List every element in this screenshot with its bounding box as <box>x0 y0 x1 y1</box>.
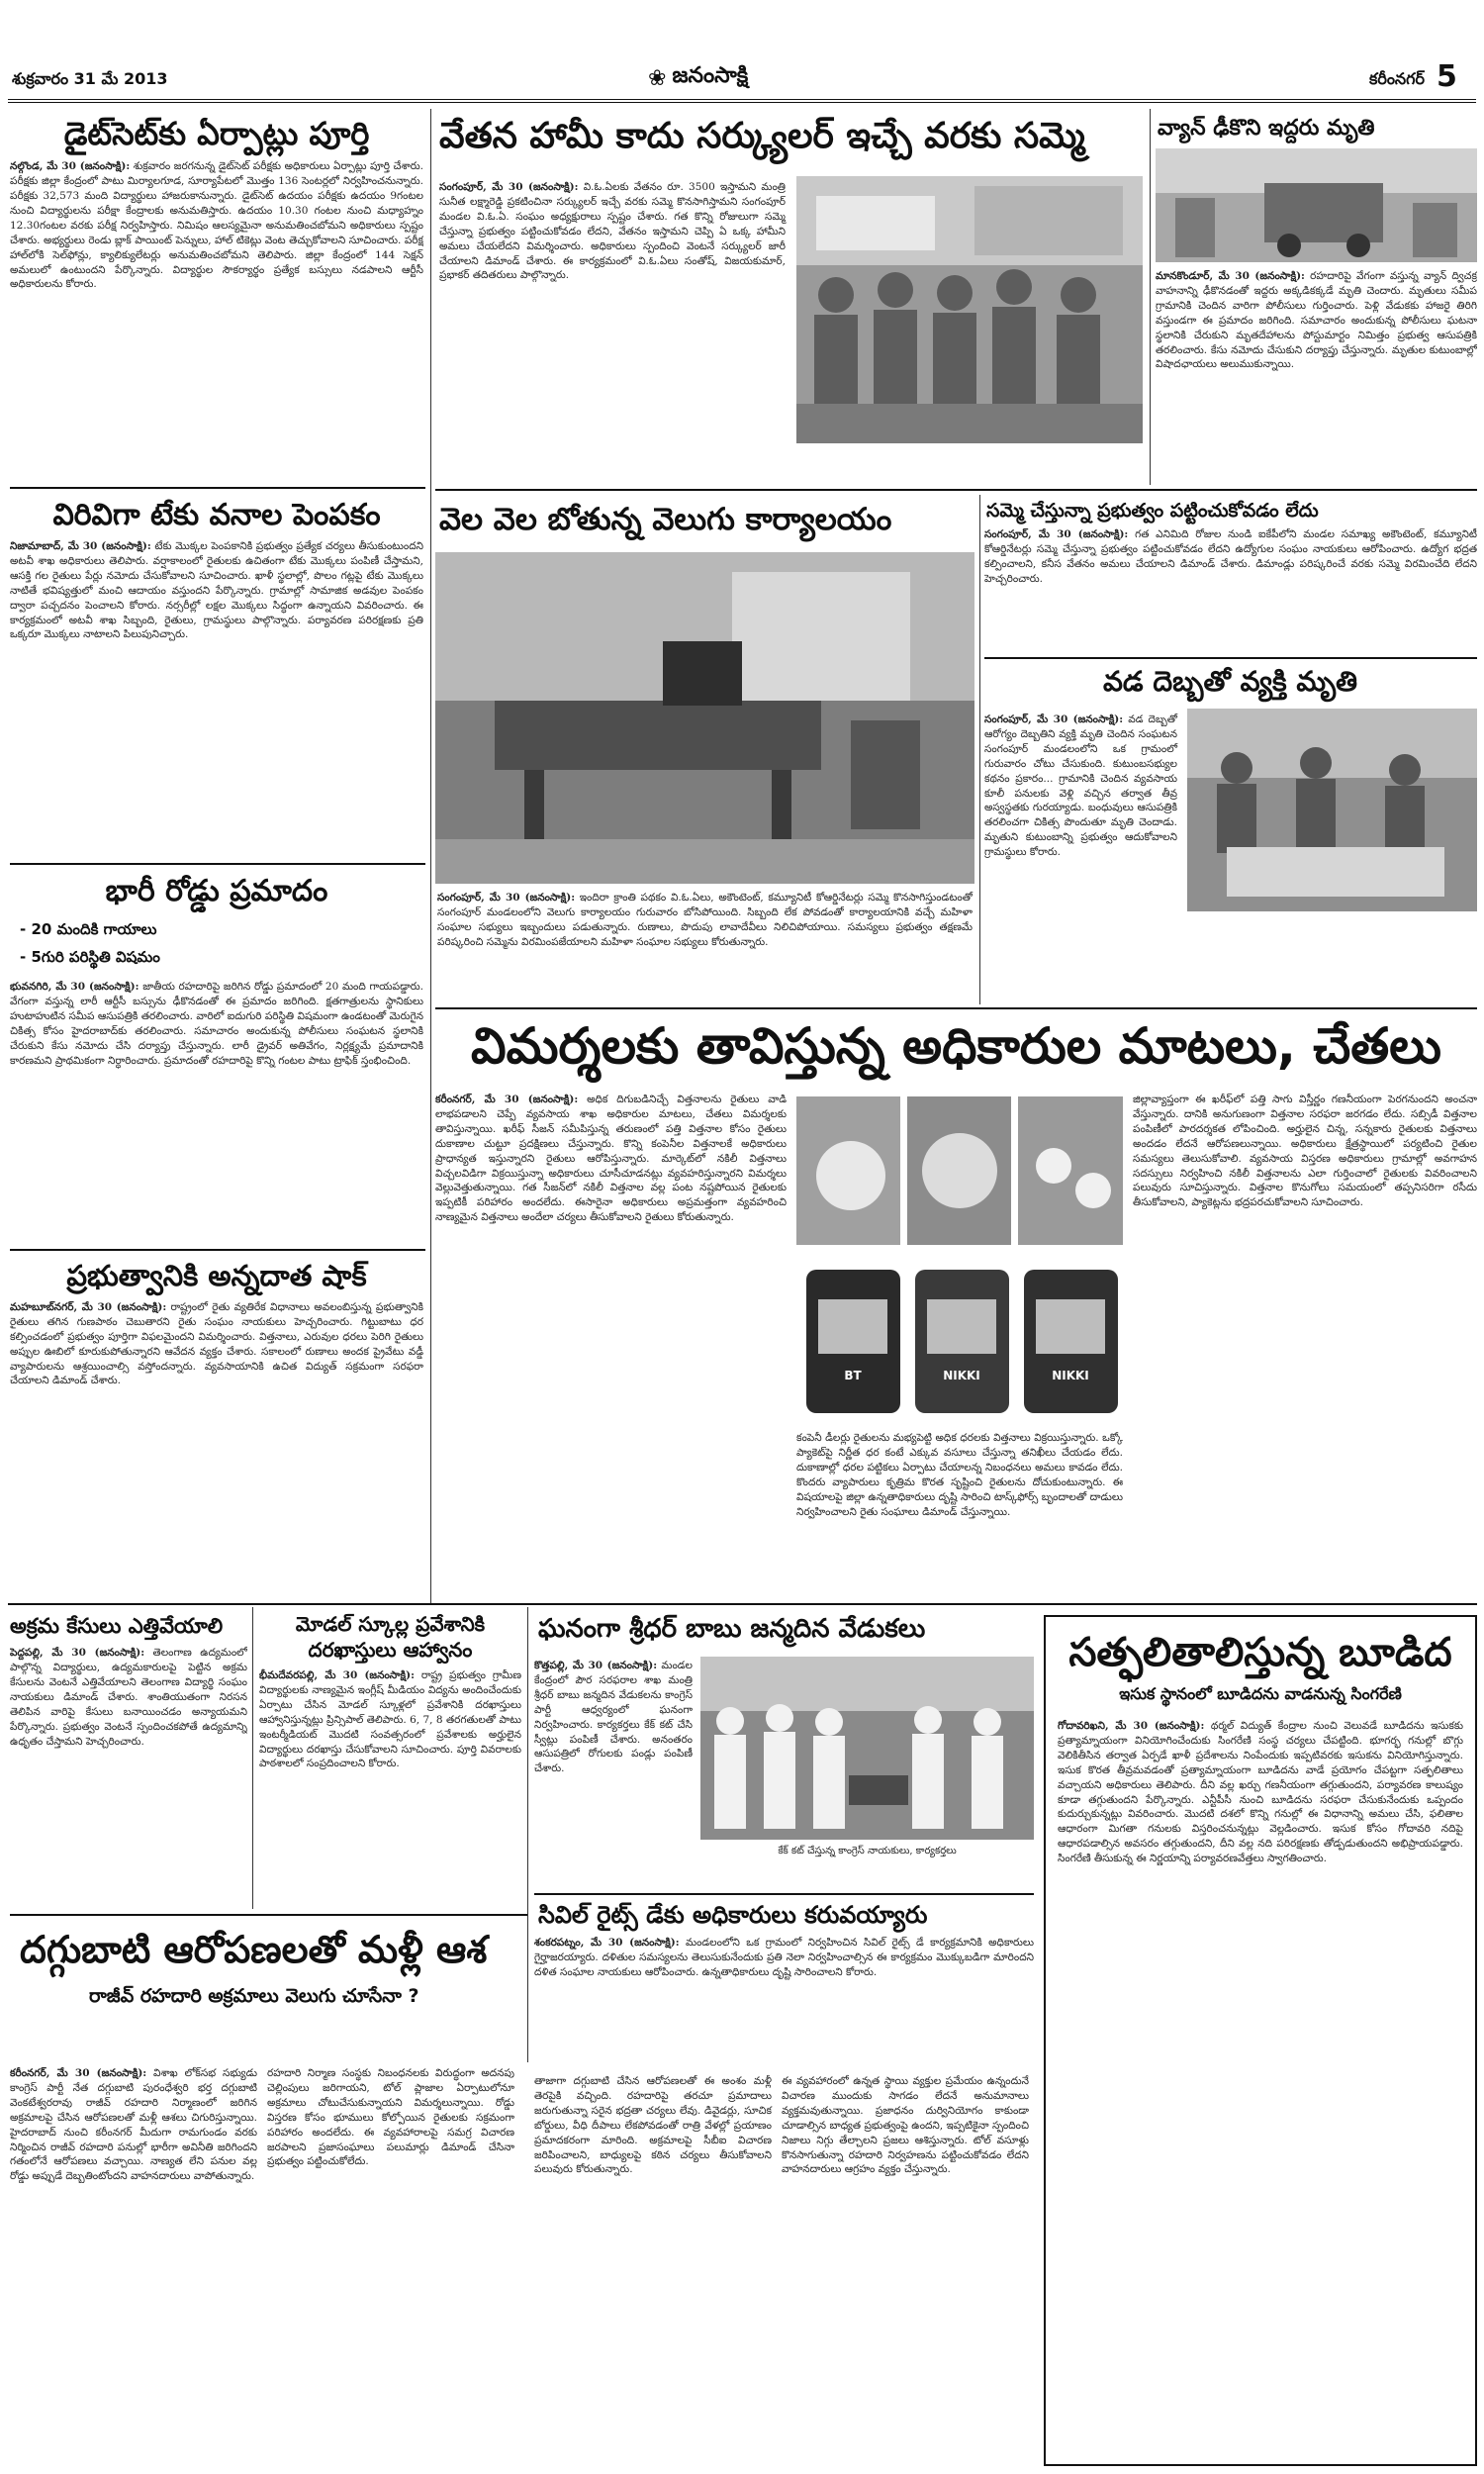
headline: సత్ఫలితాలిస్తున్న బూడిద <box>1068 1630 1452 1675</box>
photo-caption: కేక్ కట్ చేస్తున్న కాంగ్రెస్ నాయకులు, కార్యకర్తలు <box>778 1846 957 1856</box>
body: విశాఖ లోక్‌సభ సభ్యుడు కాంగ్రెస్ పార్టీ నేత దగ్గుబాటి పురంధేశ్వరి భర్త దగ్గుబాటి వెంకటేశ్వరరావు రాజీవ్ రహదారి నిర్మాణంలో జరిగిన అక్రమాలపై చేసిన ఆరోపణలతో మళ్లీ ఆశలు చిగురిస్తున్నాయి. హైదరాబాద్ నుంచి కరీంనగర్ మీదుగా రామగుండం వరకు నిర్మించిన రాజీవ్ రహదారి పనుల్లో భారీగా అవినీతి జరిగిందని గతంలోనే ఆరోపణలు వచ్చాయి. నాణ్యత లేని పనుల వల్ల రోడ్డు అప్పుడే దెబ్బతింటోందని వాహనదారులు వాపోతున్నారు. <box>10 2067 257 2183</box>
headline: దగ్గుబాటి ఆరోపణలతో మళ్లీ ఆశ <box>20 1928 488 1971</box>
body: రాష్ట్రంలో రైతు వ్యతిరేక విధానాలు అవలంబిస్తున్న ప్రభుత్వానికి రైతులు తగిన గుణపాఠం చెబుతారని రైతు సంఘం నాయకులు హెచ్చరించారు. గిట్టుబాటు ధర కల్పించడంలో ప్రభుత్వం పూర్తిగా విఫలమైందని విమర్శించారు. విత్తనాలు, ఎరువుల ధరలు పెరిగి రైతులు అప్పుల ఊబిలో కూరుకుపోతున్నారని ఆవేదన వ్యక్తం చేశారు. సకాలంలో రుణాలు అందక ప్రైవేటు వడ్డీ వ్యాపారులను ఆశ్రయించాల్సి వస్తోందన్నారు. వ్యవసాయానికి ఉచిత విద్యుత్ సక్రమంగా సరఫరా చేయాలని డిమాండ్ చేశారు. <box>10 1300 423 1387</box>
cotton-seed-photo <box>796 1096 1123 1423</box>
office-empty-article <box>435 495 974 1004</box>
salary-strike-article <box>435 111 1148 487</box>
headline: ప్రభుత్వానికి అన్నదాత షాక్ <box>66 1259 367 1292</box>
van-crash-photo <box>1156 148 1477 262</box>
headline: సమ్మె చేస్తున్నా ప్రభుత్వం పట్టించుకోవడం లేదు <box>986 500 1319 522</box>
dateline: సంగంపూర్, మే 30 (జనంసాక్షి): <box>984 527 1129 540</box>
body: శుక్రవారం జరగనున్న డైట్‌సెట్ పరీక్షకు అధికారులు ఏర్పాట్లు పూర్తి చేశారు. పరీక్షకు జిల్లా కేంద్రంలో పాటు మిర్యాలగూడ, సూర్యాపేటలో మొత్తం 136 సెంటర్లలో నిర్వహించనున్నారు. పరీక్షకు 32,573 మంది విద్యార్థులు హాజరుకానున్నారు. డైట్‌సెట్ ఉదయం పరీక్షకు ఉదయం 9గంటల నుంచి విద్యార్థులను పరీక్షా కేంద్రాలకు అనుమతిస్తారు. ఉదయం 10.30 గంటల నుంచి మధ్యాహ్నం 12.30గంటల వరకు పరీక్ష నిర్వహిస్తారు. నిమిషం ఆలస్యమైనా అనుమతించబోమని అధికారులు స్పష్టం చేశారు. అభ్యర్థులు రెండు బ్లాక్ పాయింట్ పెన్నులు, హాల్ టికెట్లు వెంట తెచ్చుకోవాలని సూచించారు. పరీక్ష హాల్‌లోకి సెల్‌ఫోన్లు, క్యాలిక్యులేటర్లు అనుమతించబోమని తెలిపారు. జిల్లా కేంద్రంలో 144 సెక్షన్ అమలులో ఉంటుందని పేర్కొన్నారు. విద్యార్థుల సౌకర్యార్థం ప్రత్యేక బస్సులు నడపాలని ఆర్టీసీ అధికారులను కోరారు. <box>10 160 423 291</box>
headline: వెల వెల బోతున్న వెలుగు కార్యాలయం <box>439 502 892 537</box>
body: వి.ఓ.ఏలకు వేతనం రూ. 3500 ఇస్తామని మంత్రి సునీత లక్ష్మారెడ్డి ప్రకటించినా సర్క్యులర్ ఇచ్చే వరకు సమ్మె కొనసాగిస్తామని సంగంపూర్ మండల వి.ఓ.ఏ. సంఘం అధ్యక్షురాలు స్పష్టం చేశారు. గత కొన్ని రోజులుగా సమ్మె చేస్తున్నా ప్రభుత్వం పట్టించుకోవడం లేదని, వేతనం ఇస్తామని చెప్పి ఏ ఒక్క హామీని అమలు చేయలేదని విమర్శించారు. అధికారులు స్పందించి వెంటనే సర్క్యులర్ జారీ చేయాలని డిమాండ్ చేశారు. ఈ కార్యక్రమంలో వి.ఓ.ఏలు సంతోష్, విజయకుమార్, ప్రభాకర్ తదితరులు పాల్గొన్నారు. <box>439 181 787 282</box>
body: తెలంగాణ ఉద్యమంలో పాల్గొన్న విద్యార్థులు, ఉద్యమకారులపై పెట్టిన అక్రమ కేసులను వెంటనే ఎత్తివేయాలని తెలంగాణ విద్యార్థి సంఘం నాయకులు డిమాండ్ చేశారు. శాంతియుతంగా నిరసన తెలిపిన వారిపై కేసులు బనాయించడం అన్యాయమని పేర్కొన్నారు. ప్రభుత్వం వెంటనే స్పందించకపోతే ఉద్యమాన్ని ఉధృతం చేస్తామని హెచ్చరించారు. <box>10 1647 247 1748</box>
product-label-nikki-2: NIKKI <box>1052 1369 1089 1382</box>
body: జిల్లావ్యాప్తంగా ఈ ఖరీఫ్‌లో పత్తి సాగు విస్తీర్ణం గణనీయంగా పెరగనుందని అంచనా వేస్తున్నారు. దానికి అనుగుణంగా విత్తనాల సరఫరా జరగడం లేదు. సబ్సిడీ విత్తనాల పంపిణీలో పారదర్శకత లోపించింది. అర్హులైన చిన్న, సన్నకారు రైతులకు విత్తనాలు అందడం లేదనే ఆరోపణలున్నాయి. అధికారులు క్షేత్రస్థాయిలో పర్యటించి రైతుల సమస్యలు తెలుసుకోవాలి. వ్యవసాయ విస్తరణ అధికారులు గ్రామాల్లో అవగాహన సదస్సులు నిర్వహించి నకిలీ విత్తనాలను ఎలా గుర్తించాలో రైతులకు వివరించాలని పలువురు సూచిస్తున్నారు. విత్తనాల కొనుగోలు సమయంలో తప్పనిసరిగా రసీదు తీసుకోవాలని, ప్యాకెట్లను భద్రపరచుకోవాలని సూచించారు. <box>1133 1094 1477 1209</box>
product-label-bt: BT <box>844 1369 862 1382</box>
officials-article <box>435 1011 1477 1600</box>
strike-photo <box>796 176 1143 443</box>
body: థర్మల్ విద్యుత్ కేంద్రాల నుంచి వెలువడే బూడిదను ఇసుకకు ప్రత్యామ్నాయంగా వినియోగించేందుకు సింగరేణి సంస్థ చర్యలు చేపట్టింది. భూగర్భ గనుల్లో బొగ్గు వెలికితీసిన తర్వాత ఏర్పడే ఖాళీ ప్రదేశాలను నింపేందుకు ఇప్పటివరకు ఇసుకను వినియోగిస్తున్నారు. ఇసుక కొరత తీవ్రమవడంతో ప్రత్యామ్నాయంగా బూడిదను వాడే ప్రయోగం చేపట్టగా సత్ఫలితాలు వచ్చాయని అధికారులు తెలిపారు. దీని వల్ల ఖర్చు గణనీయంగా తగ్గుతుందని, పర్యావరణ కాలుష్యం కూడా తగ్గుతుందని పేర్కొన్నారు. ఎన్టీపీసీ నుంచి బూడిదను సరఫరా చేసుకునేందుకు ఒప్పందం కుదుర్చుకున్నట్లు వివరించారు. మొదటి దశలో కొన్ని గనుల్లో ఈ విధానాన్ని అమలు చేసి, ఫలితాల ఆధారంగా మిగతా గనులకు విస్తరించనున్నట్లు వెల్లడించారు. ఇసుక కోసం గోదావరి నదిపై ఆధారపడాల్సిన అవసరం తగ్గుతుందని, దీని వల్ల నది పరిరక్షణకు తోడ్పడుతుందని అభిప్రాయపడ్డారు. సింగరేణి తీసుకున్న ఈ నిర్ణయాన్ని పర్యావరణవేత్తలు స్వాగతించారు. <box>1058 1720 1463 1865</box>
body: టేకు మొక్కల పెంపకానికి ప్రభుత్వం ప్రత్యేక చర్యలు తీసుకుంటుందని అటవీ శాఖ అధికారులు తెలిపారు. వర్షాకాలంలో రైతులకు ఉచితంగా టేకు మొక్కలు పంపిణీ చేస్తామని, ఆసక్తి గల రైతులు పేర్లు నమోదు చేసుకోవాలని సూచించారు. ఖాళీ స్థలాల్లో, పొలం గట్లపై టేకు మొక్కలు నాటితే భవిష్యత్తులో మంచి ఆదాయం వస్తుందని పేర్కొన్నారు. గ్రామాల్లో సామాజిక అడవుల పెంపకం ద్వారా పచ్చదనం పెంచాలని కోరారు. నర్సరీల్లో లక్షల మొక్కలు సిద్ధంగా ఉన్నాయని వివరించారు. ఈ కార్యక్రమంలో అటవీ శాఖ సిబ్బంది, రైతులు, గ్రామస్థులు పాల్గొన్నారు. పర్యావరణ పరిరక్షణకు ప్రతి ఒక్కరూ మొక్కలు నాటాలని పిలుపునిచ్చారు. <box>10 540 423 641</box>
birthday-article <box>534 1609 1034 1891</box>
bullet-injured: - 20 మందికి గాయాలు <box>20 920 157 938</box>
body: రహదారి నిర్మాణ సంస్థకు నిబంధనలకు విరుద్ధంగా అదనపు చెల్లింపులు జరిగాయని, టోల్ ప్లాజాల ఏర్పాటులోనూ అక్రమాలు చోటుచేసుకున్నాయని విమర్శలున్నాయి. రోడ్డు విస్తరణ కోసం భూములు కోల్పోయిన రైతులకు సక్రమంగా పరిహారం అందలేదు. ఈ వ్యవహారాలపై సమగ్ర విచారణ జరపాలని ప్రజాసంఘాలు పలుమార్లు డిమాండ్ చేసినా ప్రభుత్వం పట్టించుకోలేదు. <box>267 2067 514 2168</box>
road-accident-article <box>10 869 423 1245</box>
dateline: నల్గొండ, మే 30 (జనంసాక్షి): <box>10 160 131 173</box>
product-label-nikki: NIKKI <box>943 1369 980 1382</box>
body: తాజాగా దగ్గుబాటి చేసిన ఆరోపణలతో ఈ అంశం మళ్లీ తెరపైకి వచ్చింది. రహదారిపై తరచూ ప్రమాదాలు జరుగుతున్నా సరైన భద్రతా చర్యలు లేవు. డివైడర్లు, సూచిక బోర్డులు, వీధి దీపాలు లేకపోవడంతో రాత్రి వేళల్లో ప్రయాణం ప్రమాదకరంగా మారింది. అక్రమాలపై సీబీఐ విచారణ జరిపించాలని, బాధ్యులపై కఠిన చర్యలు తీసుకోవాలని పలువురు కోరుతున్నారు. <box>534 2075 772 2176</box>
bullet-critical: - 5గురి పరిస్థితి విషమం <box>20 948 160 966</box>
model-school-article <box>259 1609 521 1911</box>
page-number: 5 <box>1437 59 1457 94</box>
dateline: గోదావరిఖని, మే 30 (జనంసాక్షి): <box>1058 1720 1205 1732</box>
headline: సివిల్ రైట్స్ డేకు అధికారులు కరువయ్యారు <box>538 1901 928 1929</box>
body: రహదారిపై వేగంగా వస్తున్న వ్యాన్ ద్విచక్ర వాహనాన్ని ఢీకొనడంతో ఇద్దరు అక్కడికక్కడే మృతి చెందారు. మృతులు సమీప గ్రామానికి చెందిన వారిగా పోలీసులు గుర్తించారు. పెళ్లి వేడుకకు హాజరై తిరిగి వస్తుండగా ఈ ప్రమాదం జరిగింది. సమాచారం అందుకున్న పోలీసులు ఘటనా స్థలానికి చేరుకుని మృతదేహాలను పోస్టుమార్టం నిమిత్తం ప్రభుత్వ ఆసుపత్రికి తరలించారు. కేసు నమోదు చేసుకుని దర్యాప్తు చేస్తున్నారు. మృతుల కుటుంబాల్లో విషాదఛాయలు అలుముకున్నాయి. <box>1156 270 1477 371</box>
body: మండలంలోని ఒక గ్రామంలో నిర్వహించిన సివిల్ రైట్స్ డే కార్యక్రమానికి అధికారులు గైర్హాజరయ్యారు. దళితుల సమస్యలను తెలుసుకునేందుకు ప్రతి నెలా నిర్వహించాల్సిన ఈ కార్యక్రమం మొక్కుబడిగా మారిందని దళిత సంఘాల నాయకులు ఆరోపించారు. ఉన్నతాధికారులు దృష్టి సారించాలని కోరారు. <box>534 1937 1034 1979</box>
sunstroke-article <box>984 663 1477 1004</box>
headline: వడ దెబ్బతో వ్యక్తి మృతి <box>1103 665 1358 698</box>
body: ఇందిరా క్రాంతి పథకం వి.ఓ.ఏలు, అకౌంటెంట్, కమ్యూనిటీ కోఆర్డినేటర్లు సమ్మె కొనసాగిస్తుండటంతో సంగంపూర్ మండలంలోని వెలుగు కార్యాలయం గురువారం బోసిపోయింది. సిబ్బంది లేక పోవడంతో కార్యాలయానికి వచ్చే మహిళా సంఘాల సభ్యులు ఇబ్బందులు పడుతున్నారు. రుణాలు, పొదుపు లావాదేవీలు నిలిచిపోయాయి. సమస్యలు ప్రభుత్వం తక్షణమే పరిష్కరించి సమ్మెను విరమింపజేయాలని మహిళా సంఘాల సభ్యులు కోరుతున్నారు. <box>437 892 973 948</box>
sunstroke-photo <box>1187 709 1477 911</box>
dateline: మహబూబ్‌నగర్, మే 30 (జనంసాక్షి): <box>10 1300 167 1313</box>
dateline: భీమదేవరపల్లి, మే 30 (జనంసాక్షి): <box>259 1669 415 1681</box>
govt-ignore-article <box>984 495 1477 655</box>
body: మండల కేంద్రంలో పౌర సరఫరాల శాఖ మంత్రి శ్రీధర్ బాబు జన్మదిన వేడుకలను కాంగ్రెస్ పార్టీ ఆధ్వర్యంలో ఘనంగా నిర్వహించారు. కార్యకర్తలు కేక్ కట్ చేసి స్వీట్లు పంపిణీ చేశారు. అనంతరం ఆసుపత్రిలో రోగులకు పండ్లు పంపిణీ చేశారు. <box>534 1660 693 1775</box>
body: వడ దెబ్బతో ఆరోగ్యం దెబ్బతిని వ్యక్తి మృతి చెందిన సంఘటన సంగంపూర్ మండలంలోని ఒక గ్రామంలో గురువారం చోటు చేసుకుంది. కుటుంబసభ్యుల కథనం ప్రకారం... గ్రామానికి చెందిన వ్యవసాయ కూలీ పనులకు వెళ్లి వచ్చిన తర్వాత తీవ్ర అస్వస్థతకు గురయ్యాడు. బంధువులు ఆసుపత్రికి తరలించగా చికిత్స పొందుతూ మృతి చెందాడు. మృతుని కుటుంబాన్ని ప్రభుత్వం ఆదుకోవాలని గ్రామస్థులు కోరారు. <box>984 714 1177 859</box>
subheadline: ఇసుక స్థానంలో బూడిదను వాడనున్న సింగరేణి <box>1119 1684 1402 1703</box>
van-crash-article <box>1156 111 1477 487</box>
dateline: మానకొండూర్, మే 30 (జనంసాక్షి): <box>1156 270 1305 282</box>
ash-benefit-article <box>1044 1615 1477 2466</box>
dateline: సంగంపూర్, మే 30 (జనంసాక్షి): <box>437 892 576 904</box>
masthead-rule <box>8 99 1476 103</box>
diet-set-article <box>10 111 423 482</box>
logo-flower-icon: ❀ <box>648 65 667 91</box>
headline: ఘనంగా శ్రీధర్ బాబు జన్మదిన వేడుకలు <box>538 1614 926 1644</box>
body: గత ఎనిమిది రోజుల నుండి ఐకేపీలోని మండల సమాఖ్య అకౌంటెంట్, కమ్యూనిటీ కోఆర్డినేటర్లు సమ్మె చేస్తున్నా ప్రభుత్వం పట్టించుకోవడం లేదని ఉద్యోగుల సంఘం నాయకులు ఆరోపించారు. ఉద్యోగ భద్రత కల్పించాలని, కనీస వేతనం అమలు చేయాలని డిమాండ్ చేశారు. డిమాండ్లు పరిష్కరించే వరకు సమ్మె విరమించేది లేదని హెచ్చరించారు. <box>984 527 1477 585</box>
dateline: పెద్దపల్లి, మే 30 (జనంసాక్షి): <box>10 1647 145 1660</box>
dateline: కరీంనగర్, మే 30 (జనంసాక్షి): <box>435 1094 579 1105</box>
headline: వేతన హామీ కాదు సర్క్యులర్ ఇచ్చే వరకు సమ్మె <box>439 116 1085 156</box>
logo-text: జనంసాక్షి <box>672 63 749 88</box>
body: జాతీయ రహదారిపై జరిగిన రోడ్డు ప్రమాదంలో 20 మంది గాయపడ్డారు. వేగంగా వస్తున్న లారీ ఆర్టీసీ బస్సును ఢీకొనడంతో ఈ ప్రమాదం జరిగింది. క్షతగాత్రులను స్థానికులు హుటాహుటిన సమీప ఆసుపత్రికి తరలించారు. వారిలో ఐదుగురి పరిస్థితి విషమంగా ఉండటంతో మెరుగైన చికిత్స కోసం హైదరాబాద్‌కు తరలించారు. సమాచారం అందుకున్న పోలీసులు సంఘటన స్థలానికి చేరుకుని కేసు నమోదు చేసి దర్యాప్తు చేస్తున్నారు. లారీ డ్రైవర్ అతివేగం, నిర్లక్ష్యమే ప్రమాదానికి కారణమని ప్రాథమికంగా నిర్ధారించారు. ప్రమాదంతో రహదారిపై కొన్ని గంటల పాటు ట్రాఫిక్ స్తంభించింది. <box>10 981 423 1067</box>
body: రాష్ట్ర ప్రభుత్వం గ్రామీణ విద్యార్థులకు నాణ్యమైన ఇంగ్లీష్ మీడియం విద్యను అందించేందుకు ఏర్పాటు చేసిన మోడల్ స్కూళ్లలో ప్రవేశానికి దరఖాస్తులు ఆహ్వానిస్తున్నట్లు ప్రిన్సిపాల్ తెలిపారు. 6, 7, 8 తరగతులతో పాటు ఇంటర్మీడియట్ మొదటి సంవత్సరంలో ప్రవేశాలకు అర్హులైన విద్యార్థులు దరఖాస్తు చేసుకోవాలని సూచించారు. పూర్తి వివరాలకు పాఠశాలలో సంప్రదించాలని కోరారు. <box>259 1669 521 1770</box>
office-photo <box>435 552 974 884</box>
masthead <box>0 0 1484 107</box>
dateline: కొత్తపల్లి, మే 30 (జనంసాక్షి): <box>534 1660 658 1671</box>
birthday-photo <box>700 1657 1034 1840</box>
headline-line-1: మోడల్ స్కూల్ల ప్రవేశానికి <box>295 1612 486 1636</box>
masthead-logo <box>648 61 846 95</box>
dateline: కరీంనగర్, మే 30 (జనంసాక్షి): <box>10 2067 147 2079</box>
headline-line-2: దరఖాస్తులు ఆహ్వానం <box>308 1638 473 1662</box>
farmer-shock-article <box>10 1255 423 1591</box>
body: ఈ వ్యవహారంలో ఉన్నత స్థాయి వ్యక్తుల ప్రమేయం ఉన్నందునే విచారణ ముందుకు సాగడం లేదనే అనుమానాలు వ్యక్తమవుతున్నాయి. ప్రజాధనం దుర్వినియోగం కాకుండా చూడాల్సిన బాధ్యత ప్రభుత్వంపై ఉందని, ఇప్పటికైనా స్పందించి నిజాలు నిగ్గు తేల్చాలని ప్రజలు ఆశిస్తున్నారు. టోల్ వసూళ్లు కొనసాగుతున్నా రహదారి నిర్వహణను పట్టించుకోవడం లేదని వాహనదారులు ఆగ్రహం వ్యక్తం చేస్తున్నారు. <box>782 2075 1029 2176</box>
dateline: సంగంపూర్, మే 30 (జనంసాక్షి): <box>439 181 579 193</box>
irregular-cases-article <box>10 1609 247 1911</box>
headline: డైట్‌సెట్‌కు ఏర్పాట్లు పూర్తి <box>63 115 370 152</box>
headline: అక్రమ కేసులు ఎత్తివేయాలి <box>10 1614 224 1638</box>
dateline: శంకరపట్నం, మే 30 (జనంసాక్షి): <box>534 1937 680 1950</box>
masthead-edition: కరీంనగర్ <box>1368 69 1425 88</box>
teak-article <box>10 493 423 859</box>
dateline: నిజామాబాద్, మే 30 (జనంసాక్షి): <box>10 540 151 552</box>
body: అధిక దిగుబడినిచ్చే విత్తనాలను రైతులు వాడి లాభపడాలని చెప్పే వ్యవసాయ శాఖ అధికారుల మాటలు, చేతలు విమర్శలకు తావిస్తున్నాయి. ఖరీఫ్ సీజన్ సమీపిస్తున్న తరుణంలో పత్తి విత్తనాల కోసం రైతులు దుకాణాల చుట్టూ ప్రదక్షిణలు చేస్తున్నారు. కొన్ని కంపెనీల విత్తనాలకే అధికారులు ప్రాధాన్యత ఇస్తున్నారని రైతులు ఆరోపిస్తున్నారు. మార్కెట్‌లో నకిలీ విత్తనాలు విచ్చలవిడిగా విక్రయిస్తున్నా అధికారులు చూసీచూడనట్లు వ్యవహరిస్తున్నారని విమర్శలు వెల్లువెత్తుతున్నాయి. గత సీజన్‌లో నకిలీ విత్తనాల వల్ల పంట నష్టపోయిన రైతులకు ఇప్పటికీ పరిహారం అందలేదు. ఈసారైనా అధికారులు అప్రమత్తంగా వ్యవహరించి నాణ్యమైన విత్తనాలు అందేలా చర్యలు తీసుకోవాలని రైతులు కోరుతున్నారు. <box>435 1094 787 1224</box>
dateline: సంగంపూర్, మే 30 (జనంసాక్షి): <box>984 714 1124 725</box>
masthead-date: శుక్రవారం 31 మే 2013 <box>12 69 168 88</box>
headline: భారీ రోడ్డు ప్రమాదం <box>105 874 328 908</box>
daggubati-article <box>10 1918 1034 2467</box>
headline: విరివిగా టేకు వనాల పెంపకం <box>52 498 381 532</box>
headline: విమర్శలకు తావిస్తున్న అధికారుల మాటలు, చేతలు <box>471 1017 1441 1075</box>
headline: వ్యాన్ ఢీకొని ఇద్దరు మృతి <box>1158 116 1375 141</box>
column-divider <box>430 109 431 1603</box>
dateline: భువనగిరి, మే 30 (జనంసాక్షి): <box>10 981 139 993</box>
body: కంపెనీ డీలర్లు రైతులను మభ్యపెట్టి అధిక ధరలకు విత్తనాలు విక్రయిస్తున్నారు. ఒక్కో ప్యాకెట్‌పై నిర్ణీత ధర కంటే ఎక్కువ వసూలు చేస్తున్నా తనిఖీలు చేయడం లేదు. దుకాణాల్లో ధరల పట్టికలు ఏర్పాటు చేయాలన్న నిబంధనలు అమలు కావడం లేదు. కొందరు వ్యాపారులు కృత్రిమ కొరత సృష్టించి రైతులను దోచుకుంటున్నారు. ఈ విషయాలపై జిల్లా ఉన్నతాధికారులు దృష్టి సారించి టాస్క్‌ఫోర్స్ బృందాలతో దాడులు నిర్వహించాలని రైతు సంఘాలు డిమాండ్ చేస్తున్నాయి. <box>796 1432 1123 1518</box>
subheadline: రాజీవ్ రహదారి అక్రమాలు వెలుగు చూసేనా ? <box>89 1984 419 2007</box>
